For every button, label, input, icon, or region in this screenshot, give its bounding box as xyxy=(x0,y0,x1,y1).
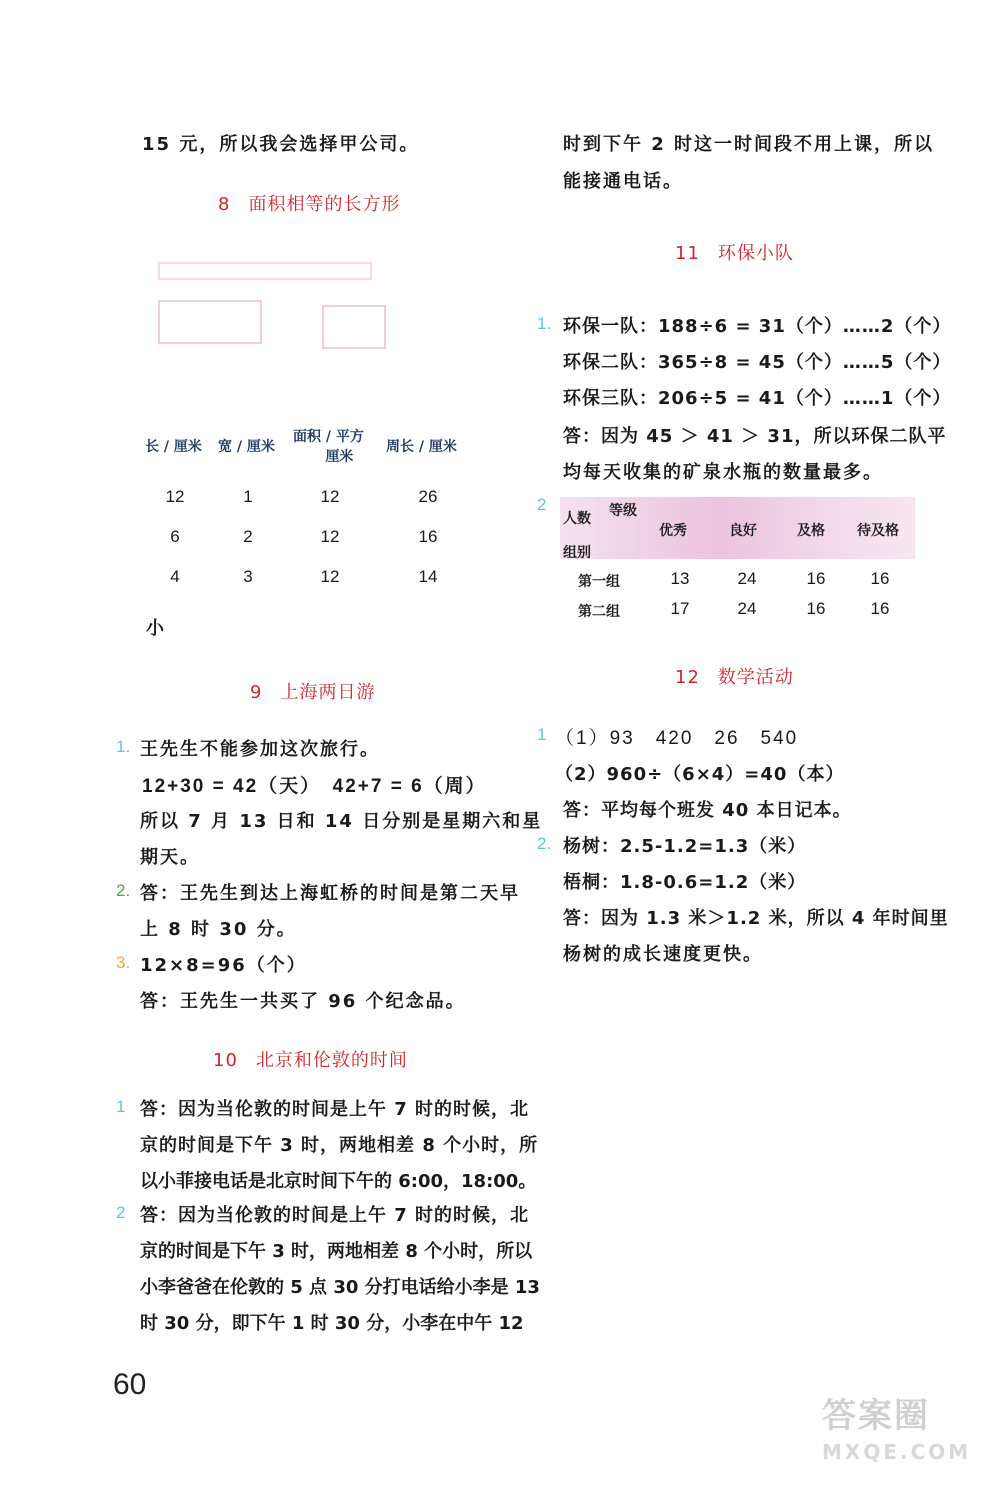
section-8-heading xyxy=(218,190,400,216)
table-cell: 13 xyxy=(670,569,690,588)
table-cell: 17 xyxy=(670,599,690,618)
answer-line: 杨树的成长速度更快。 xyxy=(563,944,763,965)
col-header-length: 长 / 厘米 xyxy=(145,439,202,455)
table-cell: 16 xyxy=(870,569,890,588)
row-label: 第二组 xyxy=(578,604,620,620)
section-title: 上海两日游 xyxy=(280,682,376,703)
table-cell: 24 xyxy=(737,569,757,588)
answer-line: 环保三队：206÷5 = 41（个）……1（个） xyxy=(563,388,952,409)
watermark-logo: 答案圈 xyxy=(822,1396,930,1436)
section-title: 环保小队 xyxy=(717,243,794,264)
section-12-heading xyxy=(675,663,794,689)
answer-line: 京的时间是下午 3 时，两地相差 8 个小时，所 xyxy=(140,1135,539,1156)
section-title: 数学活动 xyxy=(717,667,794,688)
question-number: 1 xyxy=(537,725,547,744)
answer-line: 所以 7 月 13 日和 14 日分别是星期六和星 xyxy=(140,811,543,832)
table-cell: 16 xyxy=(870,599,890,618)
section-title: 面积相等的长方形 xyxy=(248,194,401,215)
answer-line: 小李爸爸在伦敦的 5 点 30 分打电话给小李是 13 xyxy=(140,1277,540,1298)
table-cell: 2 xyxy=(243,527,253,546)
answer-line: 答：平均每个班发 40 本日记本。 xyxy=(563,800,852,821)
table-cell: 12 xyxy=(320,527,340,546)
answer-line: 京的时间是下午 3 时，两地相差 8 个小时，所以 xyxy=(140,1241,533,1262)
answer-line: 环保一队：188÷6 = 31（个）……2（个） xyxy=(563,316,952,337)
table-cell: 12 xyxy=(320,567,340,586)
section-9-heading xyxy=(250,678,375,704)
col-header-area-line1: 面积 / 平方 xyxy=(293,429,364,445)
table-corner-group: 组别 xyxy=(563,545,591,561)
continuation-line: 时到下午 2 时这一时间段不用上课，所以 xyxy=(563,134,935,155)
table-cell: 16 xyxy=(806,599,826,618)
question-number: 1. xyxy=(116,737,131,756)
table-cell: 14 xyxy=(418,567,438,586)
section-8-answer: 小 xyxy=(146,618,166,639)
question-number: 2 xyxy=(116,1203,126,1222)
watermark-url: MXQE.COM xyxy=(822,1440,972,1464)
answer-line: 环保二队：365÷8 = 45（个）……5（个） xyxy=(563,352,952,373)
table-corner-count: 人数 xyxy=(563,511,591,527)
table-cell: 16 xyxy=(806,569,826,588)
col-header-perimeter: 周长 / 厘米 xyxy=(386,439,457,455)
answer-line: 梧桐：1.8-0.6=1.2（米） xyxy=(563,872,807,893)
col-header-width: 宽 / 厘米 xyxy=(218,439,275,455)
section-number: 8 xyxy=(218,194,231,215)
answer-line: 期天。 xyxy=(140,847,200,868)
continuation-line: 能接通电话。 xyxy=(563,171,683,192)
table-cell: 16 xyxy=(418,527,438,546)
answer-line: 答：因为 1.3 米＞1.2 米，所以 4 年时间里 xyxy=(563,908,949,929)
table-cell: 6 xyxy=(170,527,180,546)
col-header-excellent: 优秀 xyxy=(659,523,687,539)
question-number: 2. xyxy=(537,834,552,853)
table-cell: 24 xyxy=(737,599,757,618)
question-number: 2. xyxy=(116,881,131,900)
page-number: 60 xyxy=(113,1368,147,1401)
col-header-area xyxy=(293,426,364,466)
answer-line: 以小菲接电话是北京时间下午的 6:00，18:00。 xyxy=(140,1171,537,1192)
table-cell: 3 xyxy=(243,567,253,586)
section-number: 12 xyxy=(675,667,700,688)
question-number: 1. xyxy=(537,314,552,333)
answer-line: 均每天收集的矿泉水瓶的数量最多。 xyxy=(563,462,883,483)
section-10-heading xyxy=(213,1046,408,1072)
question-number: 3. xyxy=(116,953,131,972)
col-header-area-line2: 厘米 xyxy=(325,449,354,465)
col-header-fail: 待及格 xyxy=(857,523,899,539)
section-number: 10 xyxy=(213,1050,238,1071)
table-corner-grade: 等级 xyxy=(609,503,637,519)
table-cell: 12 xyxy=(165,487,185,506)
table-cell: 12 xyxy=(320,487,340,506)
answer-line: 王先生不能参加这次旅行。 xyxy=(140,739,380,760)
answer-line: （1）93 420 26 540 xyxy=(555,728,799,749)
col-header-good: 良好 xyxy=(729,523,757,539)
answer-line: （2）960÷（6×4）=40（本） xyxy=(555,764,845,785)
question-number: 1 xyxy=(116,1097,126,1116)
col-header-pass: 及格 xyxy=(797,523,825,539)
answer-line: 答：因为当伦敦的时间是上午 7 时的时候，北 xyxy=(140,1099,530,1120)
table-cell: 4 xyxy=(170,567,180,586)
table-cell: 26 xyxy=(418,487,438,506)
section-number: 9 xyxy=(250,682,263,703)
table-cell: 1 xyxy=(243,487,253,506)
section-11-heading xyxy=(675,239,794,265)
section-title: 北京和伦敦的时间 xyxy=(255,1050,408,1071)
question-number: 2 xyxy=(537,495,547,514)
row-label: 第一组 xyxy=(578,574,620,590)
answer-line: 12+30 = 42（天） 42+7 = 6（周） xyxy=(142,776,487,797)
answer-line: 时 30 分，即下午 1 时 30 分，小李在中午 12 xyxy=(140,1313,524,1334)
answer-line: 上 8 时 30 分。 xyxy=(140,919,297,940)
answer-line: 答：王先生一共买了 96 个纪念品。 xyxy=(140,991,466,1012)
answer-line: 答：王先生到达上海虹桥的时间是第二天早 xyxy=(140,883,520,904)
section-number: 11 xyxy=(675,243,700,264)
answer-line: 答：因为 45 ＞ 41 ＞ 31，所以环保二队平 xyxy=(563,426,947,447)
answer-line: 杨树：2.5-1.2=1.3（米） xyxy=(563,836,807,857)
answer-line: 答：因为当伦敦的时间是上午 7 时的时候，北 xyxy=(140,1205,530,1226)
carryover-line: 15 元，所以我会选择甲公司。 xyxy=(142,134,420,155)
answer-line: 12×8=96（个） xyxy=(140,955,307,976)
